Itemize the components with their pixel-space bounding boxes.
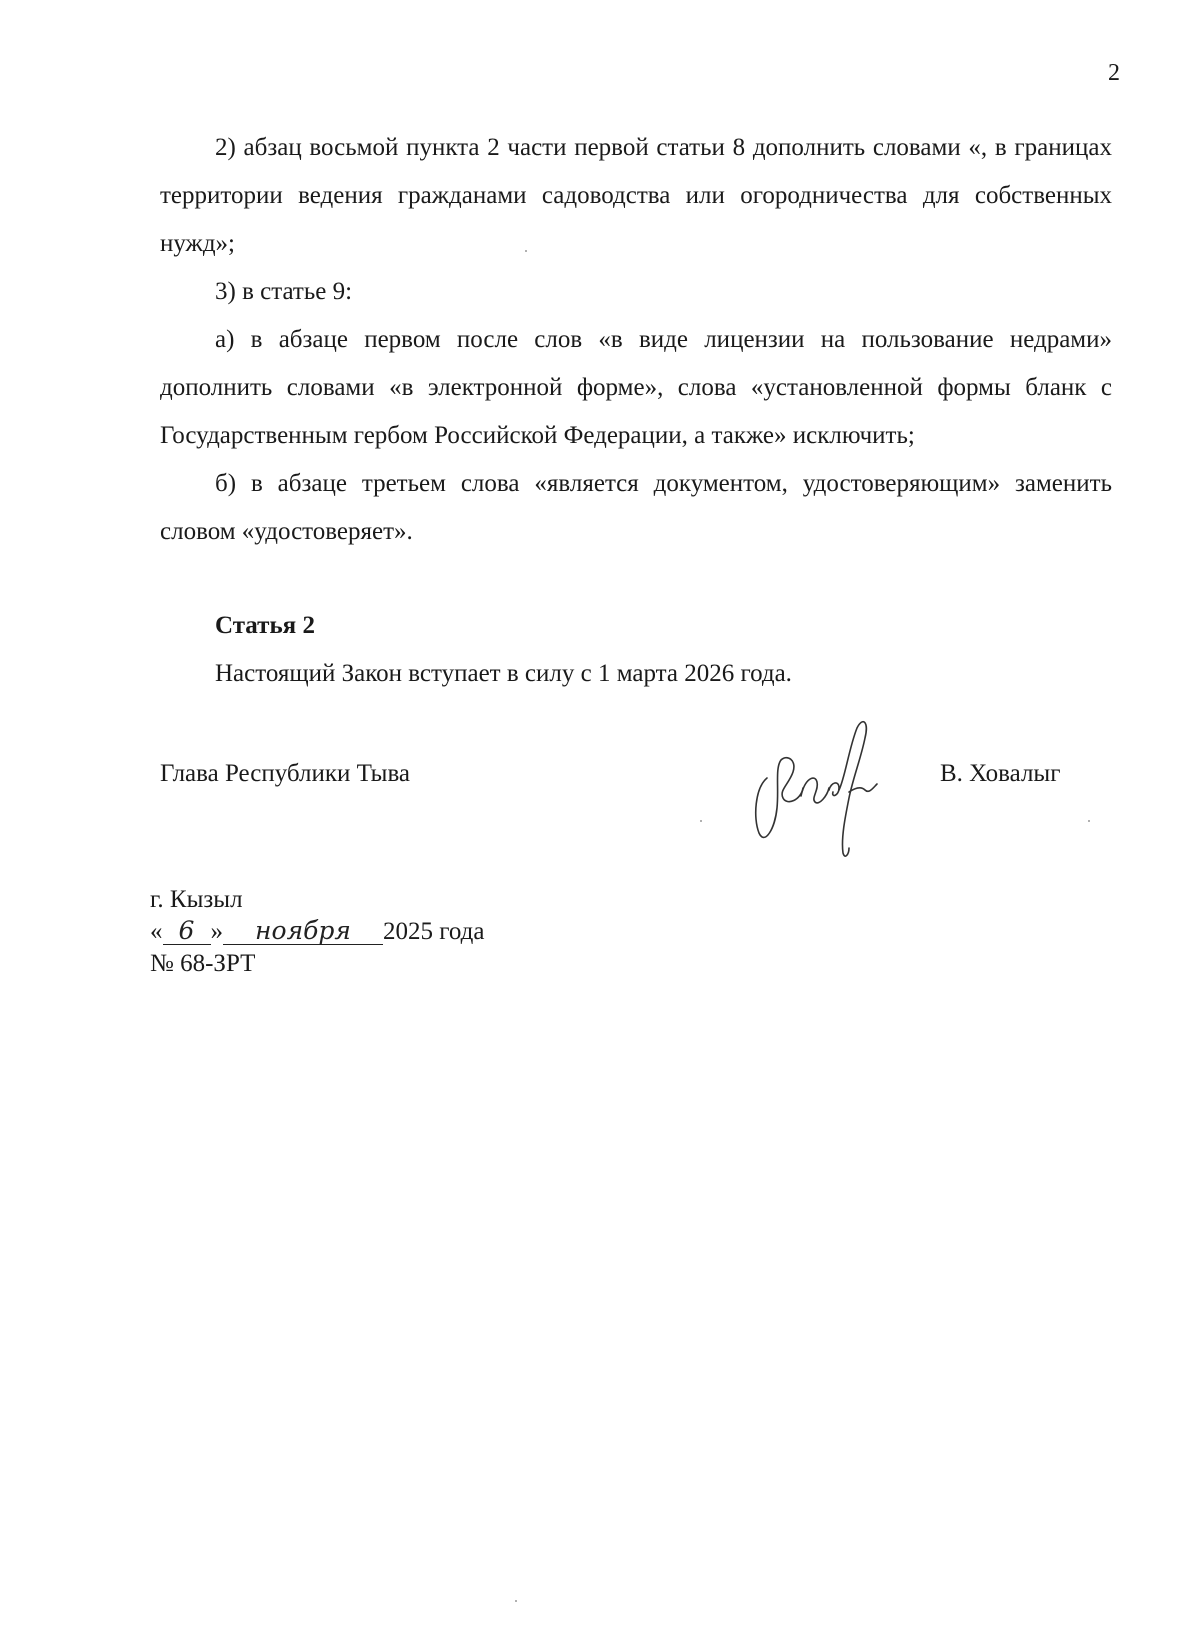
date-line [150,916,484,948]
date-year: 2025 года [383,918,485,945]
paragraph-amendment-2: 2) абзац восьмой пункта 2 части первой статьи 8 дополнить словами «, в границах территории ведения гражданами садоводства или огородничества для собственных нужд»; [160,134,1112,257]
page-number: 2 [1108,60,1120,86]
scan-speck [515,1600,517,1602]
date-open-quote: « [150,918,163,945]
scan-speck [1088,820,1090,822]
date-close-quote: » [210,918,223,945]
place: г. Кызыл [150,886,243,913]
signatory-position: Глава Республики Тыва [160,760,411,787]
paragraph-amendment-3b: б) в абзаце третьем слова «является документом, удостоверяющим» заменить словом «удостоверяет». [160,470,1112,545]
scan-speck [525,250,527,252]
article-2-text: Настоящий Закон вступает в силу с 1 марта 2026 года. [215,660,792,687]
signatory-name: В. Ховалыг [940,760,1061,787]
place-date-number-block [150,884,484,980]
date-month-handwritten: ноября [223,918,383,945]
law-number: № 68-ЗРТ [150,950,256,977]
amendments-text [160,124,1112,556]
date-day-handwritten: 6 [163,918,211,945]
scan-speck [700,820,702,822]
article-2-title: Статья 2 [215,612,315,639]
paragraph-amendment-3a: а) в абзаце первом после слов «в виде лицензии на пользование недрами» дополнить словами «в электронной форме», слова «установленной формы бланк с Государственным гербом Российской Федерации, а также» исключить; [160,326,1112,449]
handwritten-signature [745,708,905,868]
paragraph-amendment-3: 3) в статье 9: [215,278,353,305]
